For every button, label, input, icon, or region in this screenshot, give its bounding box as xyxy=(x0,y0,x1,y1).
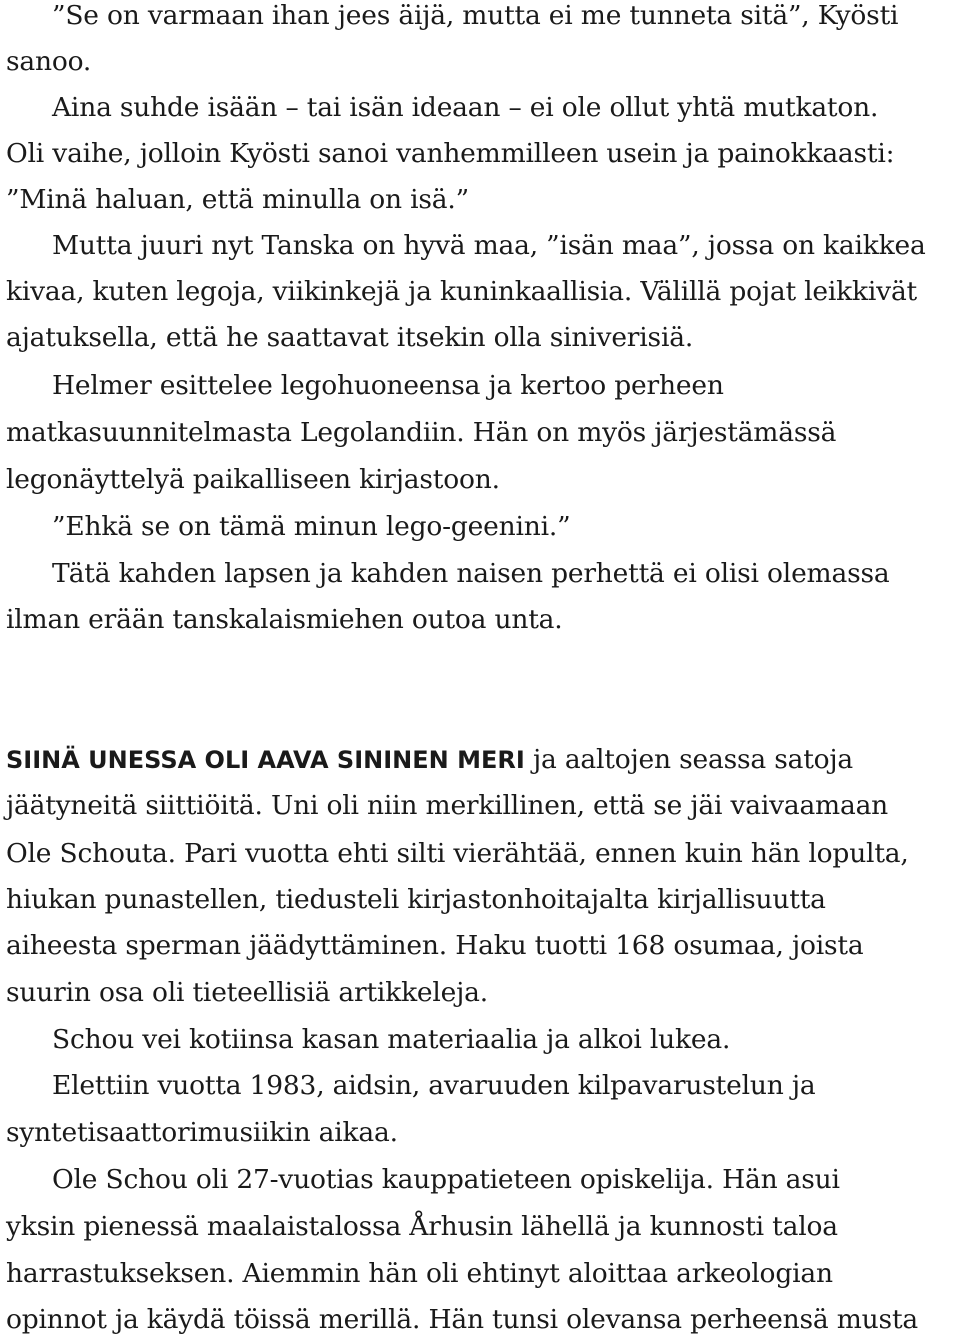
text-line: suurin osa oli tieteellisiä artikkeleja. xyxy=(6,977,489,1008)
text-line: Helmer esittelee legohuoneensa ja kertoo perheen xyxy=(52,370,724,401)
text-line: ajatuksella, että he saattavat itsekin olla siniverisiä. xyxy=(6,322,694,353)
text-line: sanoo. xyxy=(6,46,92,77)
text-line: kivaa, kuten legoja, viikinkejä ja kuninkaallisia. Välillä pojat leikkivät xyxy=(6,276,917,307)
text-line: Aina suhde isään – tai isän ideaan – ei ole ollut yhtä mutkaton. xyxy=(52,92,879,123)
text-line: Mutta juuri nyt Tanska on hyvä maa, ”isän maa”, jossa on kaikkea xyxy=(52,230,926,261)
text-line: Ole Schouta. Pari vuotta ehti silti vierähtää, ennen kuin hän lopulta, xyxy=(6,838,909,869)
section-lead-caps: SIINÄ UNESSA OLI AAVA SININEN MERI xyxy=(6,746,525,774)
text-line: jäätyneitä siittiöitä. Uni oli niin merkillinen, että se jäi vaivaamaan xyxy=(6,790,889,821)
text-line: ”Minä haluan, että minulla on isä.” xyxy=(6,184,469,215)
text-line: syntetisaattorimusiikin aikaa. xyxy=(6,1117,398,1148)
text-line: matkasuunnitelmasta Legolandiin. Hän on myös järjestämässä xyxy=(6,417,837,448)
text-line: Elettiin vuotta 1983, aidsin, avaruuden kilpavarustelun ja xyxy=(52,1070,816,1101)
text-line: ”Se on varmaan ihan jees äijä, mutta ei me tunneta sitä”, Kyösti xyxy=(52,0,899,31)
text-line: Schou vei kotiinsa kasan materiaalia ja alkoi lukea. xyxy=(52,1024,731,1055)
section-lead-line xyxy=(6,744,853,776)
text-line: Tätä kahden lapsen ja kahden naisen perhettä ei olisi olemassa xyxy=(52,558,890,589)
text-line: opinnot ja käydä töissä merillä. Hän tunsi olevansa perheensä musta xyxy=(6,1304,918,1335)
text-line: Ole Schou oli 27-vuotias kauppatieteen opiskelija. Hän asui xyxy=(52,1164,840,1195)
text-line: legonäyttelyä paikalliseen kirjastoon. xyxy=(6,464,500,495)
text-line: ”Ehkä se on tämä minun lego-geenini.” xyxy=(52,511,571,542)
text-line: Oli vaihe, jolloin Kyösti sanoi vanhemmilleen usein ja painokkaasti: xyxy=(6,138,895,169)
text-line: harrastukseksen. Aiemmin hän oli ehtinyt aloittaa arkeologian xyxy=(6,1258,833,1289)
text-line: hiukan punastellen, tiedusteli kirjastonhoitajalta kirjallisuutta xyxy=(6,884,826,915)
text-line: ilman erään tanskalaismiehen outoa unta. xyxy=(6,604,563,635)
text-line: yksin pienessä maalaistalossa Århusin lähellä ja kunnosti taloa xyxy=(6,1211,838,1242)
text-line: aiheesta sperman jäädyttäminen. Haku tuotti 168 osumaa, joista xyxy=(6,930,864,961)
section-lead-rest: ja aaltojen seassa satoja xyxy=(524,744,854,775)
